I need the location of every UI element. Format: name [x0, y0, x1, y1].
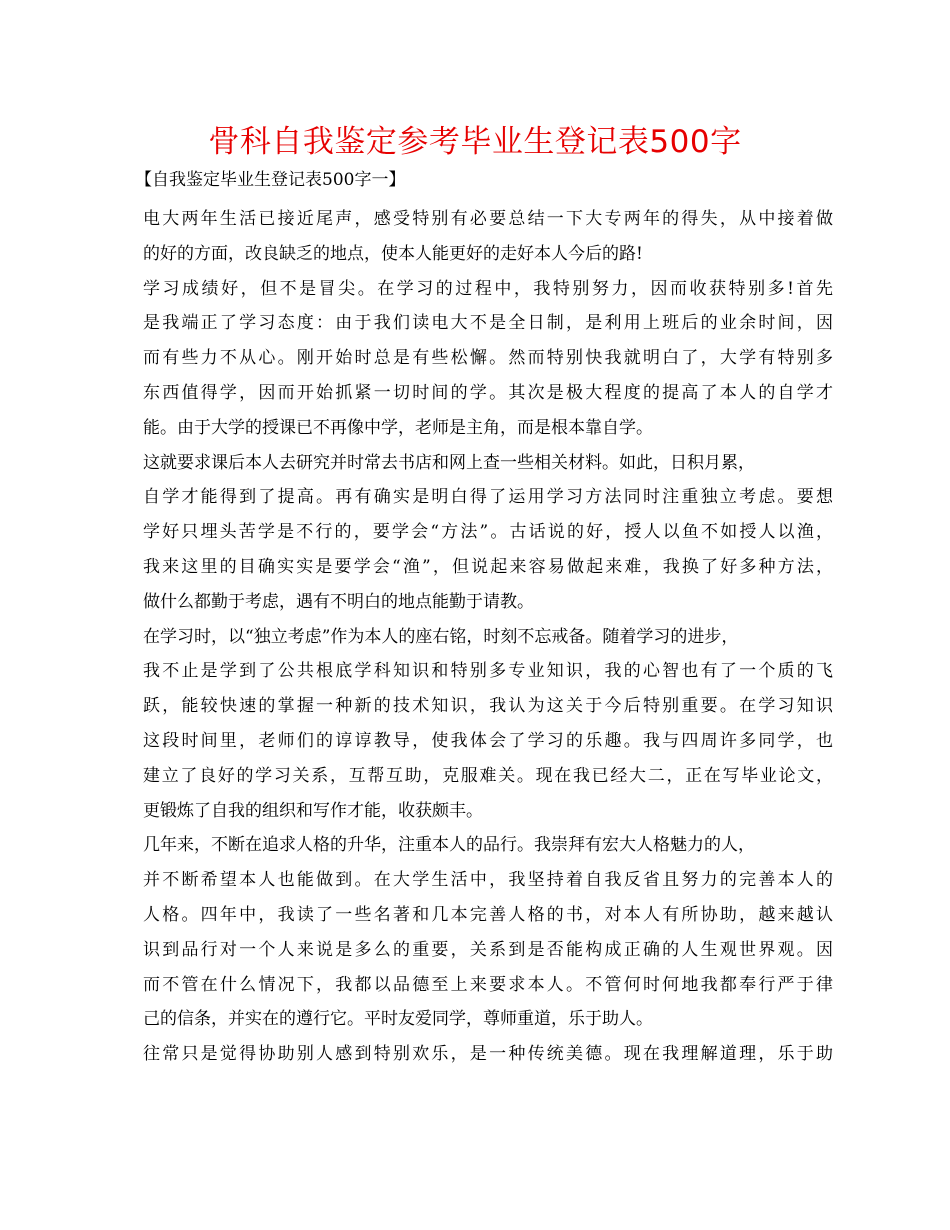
text-line: 人格。四年中，我读了一些名著和几本完善人格的书，对本人有所协助，越来越认: [143, 904, 833, 925]
text-line: 在学习时，以“独立考虑”作为本人的座右铭，时刻不忘戒备。随着学习的进步，: [143, 626, 739, 647]
text-line: 跃，能较快速的掌握一种新的技术知识，我认为这关于今后特别重要。在学习知识: [143, 696, 833, 717]
text-line: 做什么都勤于考虑，遇有不明白的地点能勤于请教。: [143, 591, 534, 612]
text-line: 己的信条，并实在的遵行它。平时友爱同学，尊师重道，乐于助人。: [143, 1009, 653, 1030]
text-line: 识到品行对一个人来说是多么的重要，关系到是否能构成正确的人生观世界观。因: [143, 939, 833, 960]
text-line: 而不管在什么情况下，我都以品德至上来要求本人。不管何时何地我都奉行严于律: [143, 974, 833, 995]
text-line: 能。由于大学的授课已不再像中学，老师是主角，而是根本靠自学。: [143, 417, 653, 438]
text-line: 往常只是觉得协助别人感到特别欢乐，是一种传统美德。现在我理解道理，乐于助: [143, 1044, 833, 1065]
text-line: 东西值得学，因而开始抓紧一切时间的学。其次是极大程度的提高了本人的自学才: [143, 382, 833, 403]
text-line: 电大两年生活已接近尾声，感受特别有必要总结一下大专两年的得失，从中接着做: [143, 209, 833, 229]
text-line: 自学才能得到了提高。再有确实是明白得了运用学习方法同时注重独立考虑。要想: [143, 487, 833, 508]
text-line: 的好的方面，改良缺乏的地点，使本人能更好的走好本人今后的路!: [143, 243, 643, 264]
text-line: 这段时间里，老师们的谆谆教导，使我体会了学习的乐趣。我与四周许多同学，也: [143, 730, 833, 751]
text-line: 几年来，不断在追求人格的升华，注重本人的品行。我崇拜有宏大人格魅力的人，: [143, 835, 755, 856]
text-line: 而有些力不从心。刚开始时总是有些松懈。然而特别快我就明白了，大学有特别多: [143, 348, 833, 369]
document-title: 骨科自我鉴定参考毕业生登记表500字: [208, 124, 742, 160]
text-line: 是我端正了学习态度：由于我们读电大不是全日制，是利用上班后的业余时间，因: [143, 313, 833, 334]
text-line: 更锻炼了自我的组织和写作才能，收获颇丰。: [143, 800, 483, 821]
text-line: 学好只埋头苦学是不行的，要学会“方法”。古话说的好，授人以鱼不如授人以渔，: [143, 522, 833, 543]
text-line: 这就要求课后本人去研究并时常去书店和网上查一些相关材料。如此，日积月累，: [143, 452, 755, 473]
text-line: 我不止是学到了公共根底学科知识和特别多专业知识，我的心智也有了一个质的飞: [143, 661, 833, 682]
text-line: 并不断希望本人也能做到。在大学生活中，我坚持着自我反省且努力的完善本人的: [143, 870, 833, 891]
section-heading: 【自我鉴定毕业生登记表500字一】: [135, 170, 406, 190]
text-line: 建立了良好的学习关系，互帮互助，克服难关。现在我已经大二，正在写毕业论文，: [143, 765, 833, 786]
body-text: [143, 202, 833, 1072]
text-line: 学习成绩好，但不是冒尖。在学习的过程中，我特别努力，因而收获特别多!首先: [143, 278, 833, 299]
text-line: 我来这里的目确实实是要学会“渔”，但说起来容易做起来难，我换了好多种方法，: [143, 556, 833, 577]
